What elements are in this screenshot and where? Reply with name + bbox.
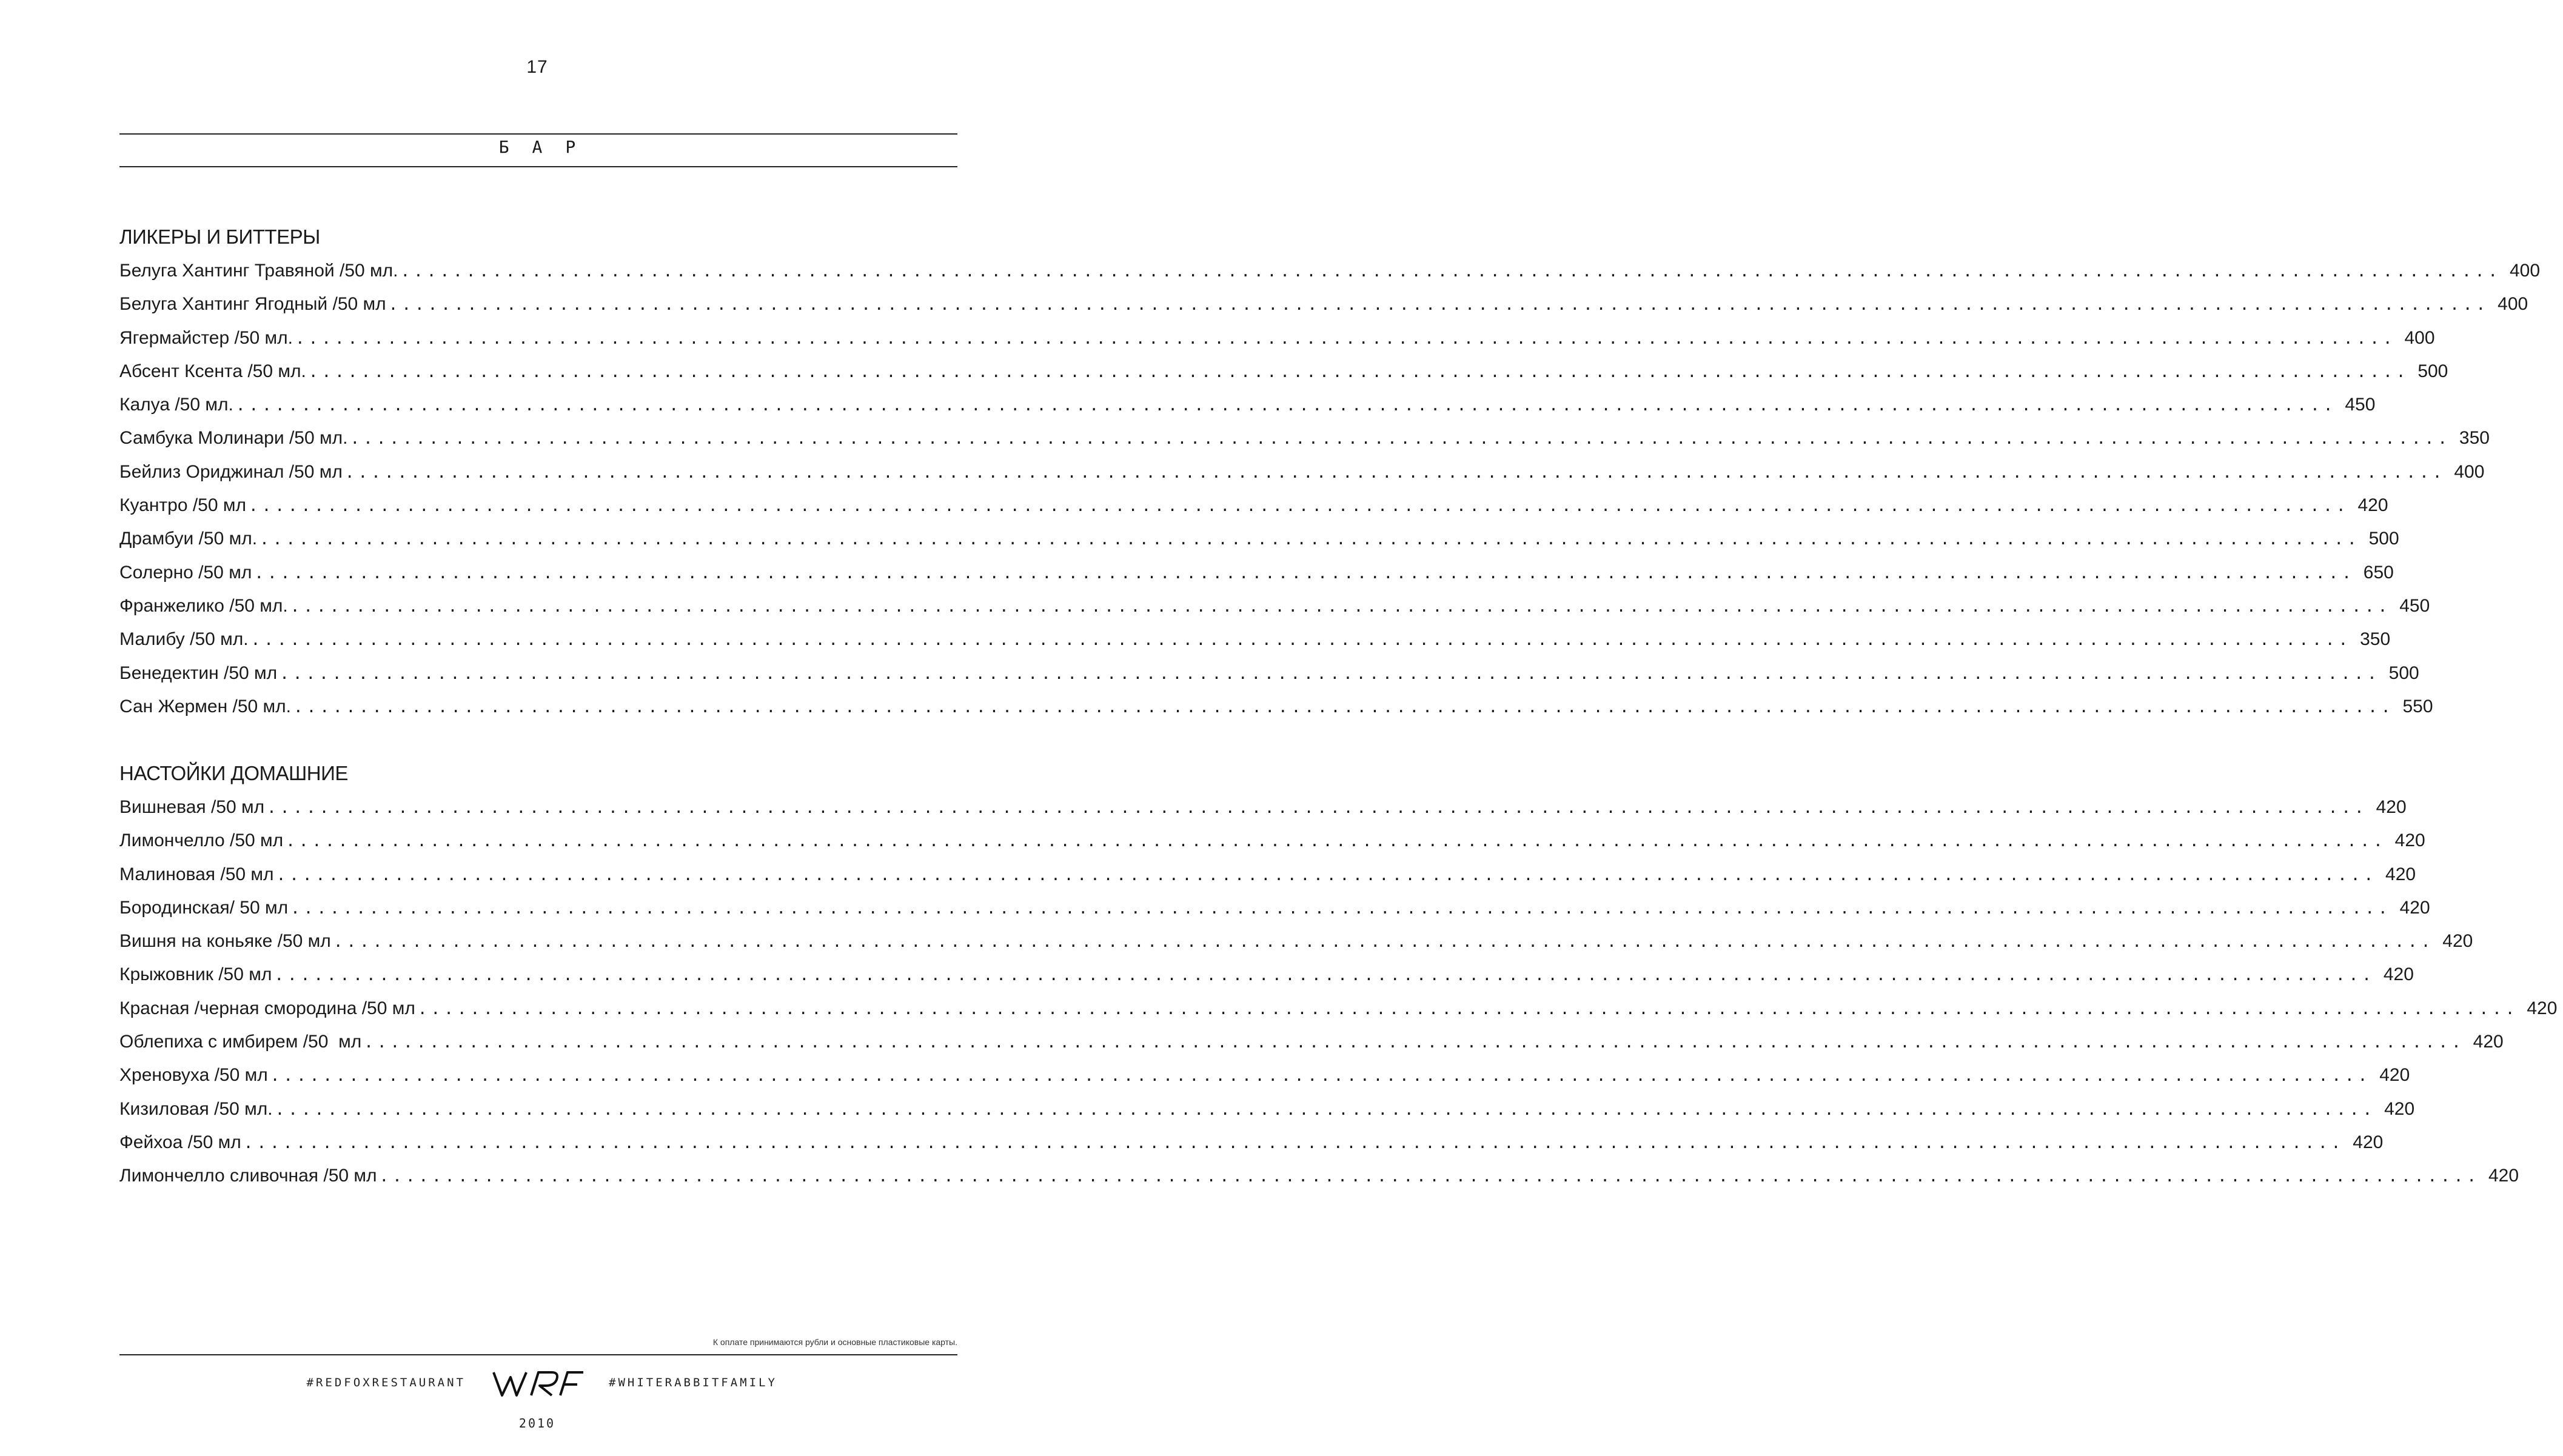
dot-leader: ................................................................................................................................................................ — [400, 262, 2502, 281]
menu-item-price: 420 — [2488, 1166, 2519, 1186]
dot-leader: ................................................................................................................................................................ — [254, 564, 2355, 583]
menu-item — [119, 1025, 2504, 1058]
menu-item — [119, 656, 2419, 690]
menu-item-price: 650 — [2363, 562, 2394, 583]
menu-item-price: 400 — [2498, 294, 2528, 315]
section-rule — [119, 166, 957, 167]
menu-item-name: Лимончелло сливочная /50 мл — [119, 1166, 377, 1186]
dot-leader: ................................................................................................................................................................ — [308, 362, 2410, 381]
dot-leader: ................................................................................................................................................................ — [249, 497, 2350, 516]
menu-item-name: Белуга Хантинг Ягодный /50 мл — [119, 294, 386, 315]
menu-item-price: 400 — [2509, 261, 2541, 281]
menu-item-name: Белуга Хантинг Травяной /50 мл. — [119, 261, 398, 281]
menu-item-name: Ягермайстер /50 мл. — [119, 327, 293, 348]
dot-leader: ................................................................................................................................................................ — [417, 1000, 2519, 1018]
dot-leader: ................................................................................................................................................................ — [293, 698, 2394, 716]
menu-item-price: 350 — [2459, 428, 2490, 449]
menu-item-name: Облепиха с имбирем /50 мл — [119, 1032, 362, 1052]
menu-item-name: Крыжовник /50 мл — [119, 964, 272, 985]
menu-item — [119, 589, 2430, 623]
menu-item-price: 420 — [2473, 1032, 2504, 1052]
category-liqueurs — [119, 220, 2541, 723]
menu-item-name: Вишня на коньяке /50 мл — [119, 931, 331, 952]
dot-leader: ................................................................................................................................................................ — [260, 530, 2360, 549]
menu-item — [119, 824, 2425, 857]
menu-item-name: Драмбуи /50 мл. — [119, 529, 258, 549]
menu-item-price: 350 — [2360, 629, 2391, 650]
menu-item-price: 420 — [2376, 797, 2407, 817]
menu-item — [119, 1058, 2410, 1092]
hashtag-whiterabbit: #WHITERABBITFAMILY — [609, 1376, 777, 1389]
menu-item — [119, 355, 2448, 388]
menu-item-price: 420 — [2357, 495, 2388, 516]
menu-item-price: 420 — [2383, 964, 2414, 985]
footer — [0, 1374, 1074, 1398]
dot-leader: ................................................................................................................................................................ — [290, 597, 2391, 616]
dot-leader: ................................................................................................................................................................ — [275, 1100, 2376, 1119]
menu-item — [119, 489, 2388, 522]
menu-item — [119, 522, 2399, 555]
dot-leader: ................................................................................................................................................................ — [243, 1134, 2345, 1152]
menu-item-name: Сан Жермен /50 мл. — [119, 696, 292, 716]
menu-item-price: 420 — [2385, 864, 2416, 884]
item-list — [119, 790, 2558, 1193]
dot-leader: ................................................................................................................................................................ — [364, 1034, 2465, 1052]
menu-item — [119, 790, 2407, 824]
menu-item — [119, 254, 2541, 287]
dot-leader: ................................................................................................................................................................ — [280, 664, 2380, 683]
dot-leader: ................................................................................................................................................................ — [290, 899, 2391, 918]
menu-item-name: Абсент Ксента /50 мл. — [119, 361, 306, 381]
menu-item-name: Фейхоа /50 мл — [119, 1132, 241, 1152]
menu-item — [119, 924, 2473, 958]
menu-item-name: Бенедектин /50 мл — [119, 663, 278, 683]
menu-item — [119, 1092, 2415, 1126]
payment-note: К оплате принимаются рубли и основные пластиковые карты. — [712, 1337, 957, 1347]
menu-item — [119, 321, 2435, 355]
footer-rule — [119, 1354, 957, 1355]
menu-item-name: Вишневая /50 мл — [119, 797, 265, 817]
menu-item — [119, 388, 2376, 421]
menu-item-name: Калуа /50 мл. — [119, 395, 233, 415]
hashtag-redfox: #REDFOXRESTAURANT — [306, 1376, 466, 1389]
menu-item-price: 500 — [2417, 361, 2448, 381]
item-list — [119, 254, 2541, 723]
menu-item — [119, 556, 2394, 589]
menu-item-name: Малибу /50 мл. — [119, 629, 249, 650]
dot-leader: ................................................................................................................................................................ — [274, 966, 2375, 985]
category-tinctures — [119, 756, 2558, 1193]
menu-item-price: 450 — [2345, 395, 2376, 415]
menu-item — [119, 992, 2558, 1025]
menu-item-price: 400 — [2454, 461, 2485, 482]
menu-item-name: Солерно /50 мл — [119, 562, 252, 583]
section-title: БАР — [498, 137, 599, 157]
menu-item-price: 500 — [2388, 663, 2419, 683]
menu-item — [119, 1126, 2384, 1159]
menu-item-price: 420 — [2353, 1132, 2384, 1152]
menu-item-price: 450 — [2399, 595, 2430, 616]
menu-item-price: 420 — [2384, 1098, 2415, 1119]
dot-leader: ................................................................................................................................................................ — [286, 832, 2387, 851]
menu-item-name: Бейлиз Ориджинал /50 мл — [119, 461, 343, 482]
top-rule — [119, 133, 957, 135]
menu-item-price: 550 — [2402, 696, 2433, 716]
menu-item-price: 400 — [2404, 327, 2435, 348]
year: 2010 — [518, 1416, 556, 1431]
dot-leader: ................................................................................................................................................................ — [344, 463, 2446, 482]
menu-item — [119, 1159, 2519, 1192]
menu-item-price: 500 — [2368, 529, 2399, 549]
menu-item — [119, 690, 2433, 723]
menu-item-name: Кизиловая /50 мл. — [119, 1098, 273, 1119]
dot-leader: ................................................................................................................................................................ — [250, 631, 2352, 650]
menu-item-price: 420 — [2442, 931, 2473, 952]
menu-item-name: Хреновуха /50 мл — [119, 1065, 268, 1086]
menu-item-name: Франжелико /50 мл. — [119, 595, 288, 616]
menu-item-price: 420 — [2394, 830, 2425, 851]
dot-leader: ................................................................................................................................................................ — [235, 396, 2337, 415]
wrf-logo-icon — [489, 1369, 586, 1399]
menu-item-name: Малиновая /50 мл — [119, 864, 274, 884]
menu-item-name: Бородинская/ 50 мл — [119, 897, 289, 918]
category-title: ЛИКЕРЫ И БИТТЕРЫ — [119, 225, 320, 248]
menu-item — [119, 858, 2416, 891]
menu-item-name: Куантро /50 мл — [119, 495, 247, 516]
dot-leader: ................................................................................................................................................................ — [295, 329, 2396, 348]
menu-item — [119, 421, 2490, 455]
menu-item — [119, 287, 2528, 321]
dot-leader: ................................................................................................................................................................ — [388, 296, 2490, 315]
page-number: 17 — [526, 57, 548, 77]
dot-leader: ................................................................................................................................................................ — [276, 866, 2377, 884]
menu-item-price: 420 — [2527, 998, 2558, 1018]
dot-leader: ................................................................................................................................................................ — [270, 1067, 2371, 1086]
menu-item-name: Красная /черная смородина /50 мл — [119, 998, 415, 1018]
category-title: НАСТОЙКИ ДОМАШНИЕ — [119, 762, 348, 784]
dot-leader: ................................................................................................................................................................ — [267, 799, 2368, 817]
menu-item — [119, 958, 2414, 991]
menu-item-price: 420 — [2399, 897, 2430, 918]
menu-item-price: 420 — [2379, 1065, 2410, 1086]
menu-item-name: Самбука Молинари /50 мл. — [119, 428, 348, 449]
menu-item — [119, 455, 2485, 489]
menu-item — [119, 891, 2430, 924]
menu-item-name: Лимончелло /50 мл — [119, 830, 284, 851]
dot-leader: ................................................................................................................................................................ — [379, 1167, 2481, 1186]
dot-leader: ................................................................................................................................................................ — [333, 933, 2434, 952]
menu-item — [119, 623, 2391, 656]
dot-leader: ................................................................................................................................................................ — [350, 430, 2451, 449]
